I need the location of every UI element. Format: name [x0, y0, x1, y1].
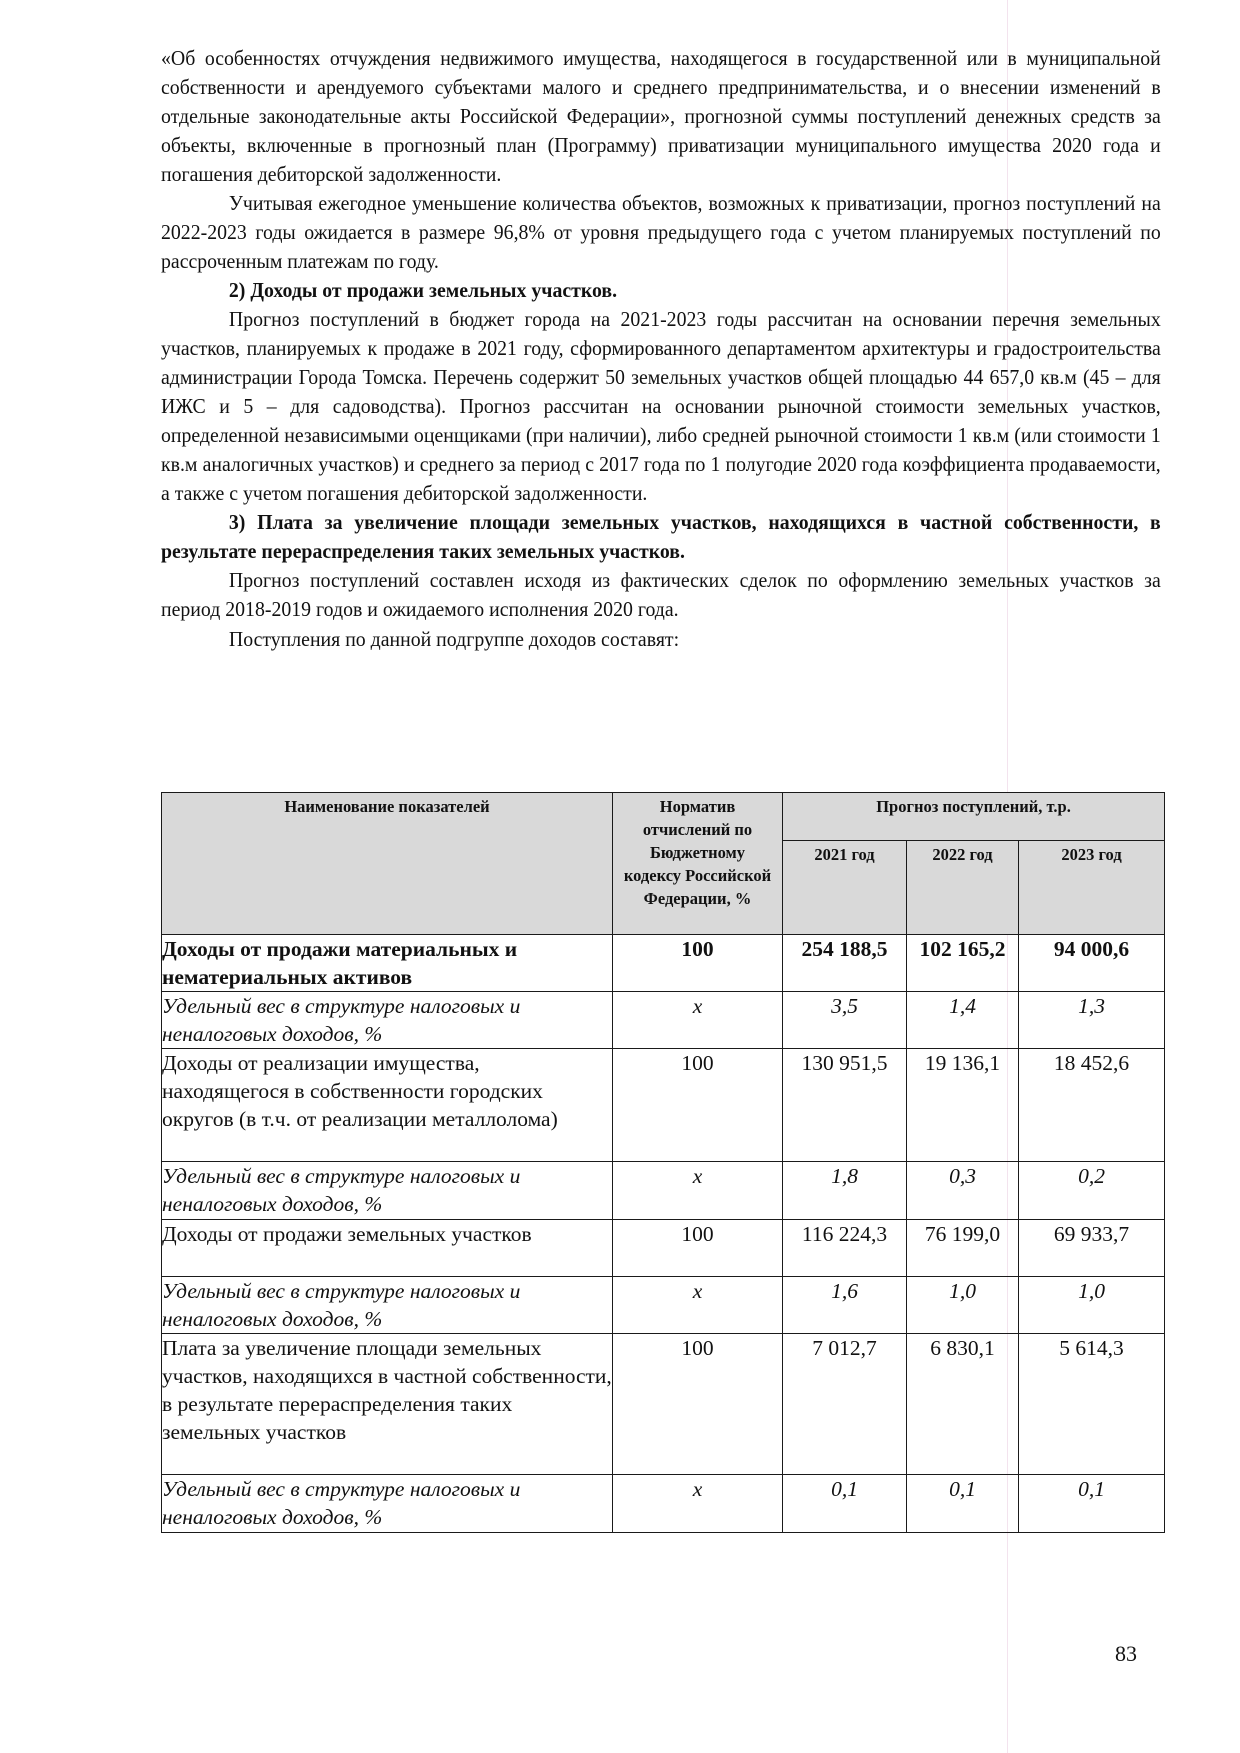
- page-number: 83: [1115, 1641, 1137, 1666]
- row-norm: 100: [613, 1334, 783, 1475]
- row-name: Удельный вес в структуре налоговых и неналоговых доходов, %: [162, 1475, 613, 1533]
- table-row: [162, 1475, 1165, 1533]
- row-value-2021: 0,1: [783, 1475, 907, 1533]
- row-value-2023: 0,2: [1019, 1162, 1165, 1220]
- body-text: [161, 44, 1161, 654]
- row-norm: x: [613, 1475, 783, 1533]
- table-row: [162, 1049, 1165, 1162]
- header-norm: Норматив отчислений по Бюджетному кодексу Российской Федерации, %: [613, 793, 783, 935]
- row-value-2022: 0,1: [907, 1475, 1019, 1533]
- row-norm: x: [613, 1277, 783, 1334]
- table-row: [162, 1334, 1165, 1475]
- header-year-2021: 2021 год: [783, 841, 907, 935]
- row-value-2021: 1,8: [783, 1162, 907, 1220]
- row-value-2023: 69 933,7: [1019, 1220, 1165, 1277]
- row-value-2023: 18 452,6: [1019, 1049, 1165, 1162]
- table-row: [162, 1162, 1165, 1220]
- row-name: Удельный вес в структуре налоговых и неналоговых доходов, %: [162, 1162, 613, 1220]
- row-name: Доходы от реализации имущества, находящегося в собственности городских округов (в т.ч. от реализации металлолома): [162, 1049, 613, 1162]
- row-name: Удельный вес в структуре налоговых и неналоговых доходов, %: [162, 992, 613, 1049]
- row-norm: x: [613, 992, 783, 1049]
- table-header-row: [162, 793, 1165, 841]
- row-name: Доходы от продажи земельных участков: [162, 1220, 613, 1277]
- row-value-2023: 5 614,3: [1019, 1334, 1165, 1475]
- paragraph-continuation: «Об особенностях отчуждения недвижимого имущества, находящегося в государственной или в муниципальной собственности и арендуемого субъектами малого и среднего предпринимательства, и о внесении изменений в отдельные законодательные акты Российской Федерации», прогнозной суммы поступлений денежных средств за объекты, включенные в прогнозный план (Программу) приватизации муниципального имущества 2020 года и погашения дебиторской задолженности.: [161, 46, 1161, 186]
- table-row: [162, 1220, 1165, 1277]
- row-norm: x: [613, 1162, 783, 1220]
- row-norm: 100: [613, 1220, 783, 1277]
- table-row: [162, 992, 1165, 1049]
- row-value-2021: 1,6: [783, 1277, 907, 1334]
- row-name: Доходы от продажи материальных и нематериальных активов: [162, 935, 613, 992]
- row-value-2021: 7 012,7: [783, 1334, 907, 1475]
- row-value-2021: 254 188,5: [783, 935, 907, 992]
- row-value-2021: 3,5: [783, 992, 907, 1049]
- paragraph-privatization-forecast: Учитывая ежегодное уменьшение количества объектов, возможных к приватизации, прогноз поступлений на 2022-2023 годы ожидается в размере 96,8% от уровня предыдущего года с учетом планируемых поступлений по рассроченным платежам по году.: [161, 191, 1161, 273]
- paragraph-redistribution-forecast: Прогноз поступлений составлен исходя из фактических сделок по оформлению земельных участков за период 2018-2019 годов и ожидаемого исполнения 2020 года.: [161, 568, 1161, 621]
- row-norm: 100: [613, 935, 783, 992]
- row-value-2021: 130 951,5: [783, 1049, 907, 1162]
- row-value-2021: 116 224,3: [783, 1220, 907, 1277]
- row-value-2022: 6 830,1: [907, 1334, 1019, 1475]
- header-forecast-group: Прогноз поступлений, т.р.: [783, 793, 1165, 841]
- paragraph-land-sales-forecast: Прогноз поступлений в бюджет города на 2021-2023 годы рассчитан на основании перечня земельных участков, планируемых к продаже в 2021 году, сформированного департаментом архитектуры и градостроительства администрации Города Томска. Перечень содержит 50 земельных участков общей площадью 44 657,0 кв.м (45 – для ИЖС и 5 – для садоводства). Прогноз рассчитан на основании рыночной стоимости земельных участков, определенной независимыми оценщиками (при наличии), либо средней рыночной стоимости 1 кв.м (или стоимости 1 кв.м аналогичных участков) и среднего за период с 2017 года по 1 полугодие 2020 года коэффициента продаваемости, а также с учетом погашения дебиторской задолженности.: [161, 307, 1161, 505]
- row-value-2023: 94 000,6: [1019, 935, 1165, 992]
- section-heading-land-sales: 2) Доходы от продажи земельных участков.: [228, 278, 618, 302]
- row-norm: 100: [613, 1049, 783, 1162]
- row-name: Плата за увеличение площади земельных участков, находящихся в частной собственности, в результате перераспределения таких земельных участков: [162, 1334, 613, 1475]
- header-indicator-name: Наименование показателей: [162, 793, 613, 935]
- row-value-2023: 0,1: [1019, 1475, 1165, 1533]
- row-value-2022: 1,4: [907, 992, 1019, 1049]
- row-name: Удельный вес в структуре налоговых и неналоговых доходов, %: [162, 1277, 613, 1334]
- row-value-2022: 1,0: [907, 1277, 1019, 1334]
- header-year-2023: 2023 год: [1019, 841, 1165, 935]
- row-value-2022: 76 199,0: [907, 1220, 1019, 1277]
- row-value-2023: 1,3: [1019, 992, 1165, 1049]
- row-value-2022: 0,3: [907, 1162, 1019, 1220]
- revenue-forecast-table: [161, 792, 1165, 1533]
- paragraph-table-intro: Поступления по данной подгруппе доходов составят:: [228, 627, 680, 651]
- header-year-2022: 2022 год: [907, 841, 1019, 935]
- table-row: [162, 935, 1165, 992]
- section-heading-land-redistribution: 3) Плата за увеличение площади земельных участков, находящихся в частной собственности, в результате перераспределения таких земельных участков.: [161, 510, 1161, 563]
- row-value-2022: 19 136,1: [907, 1049, 1019, 1162]
- row-value-2022: 102 165,2: [907, 935, 1019, 992]
- row-value-2023: 1,0: [1019, 1277, 1165, 1334]
- table-row: [162, 1277, 1165, 1334]
